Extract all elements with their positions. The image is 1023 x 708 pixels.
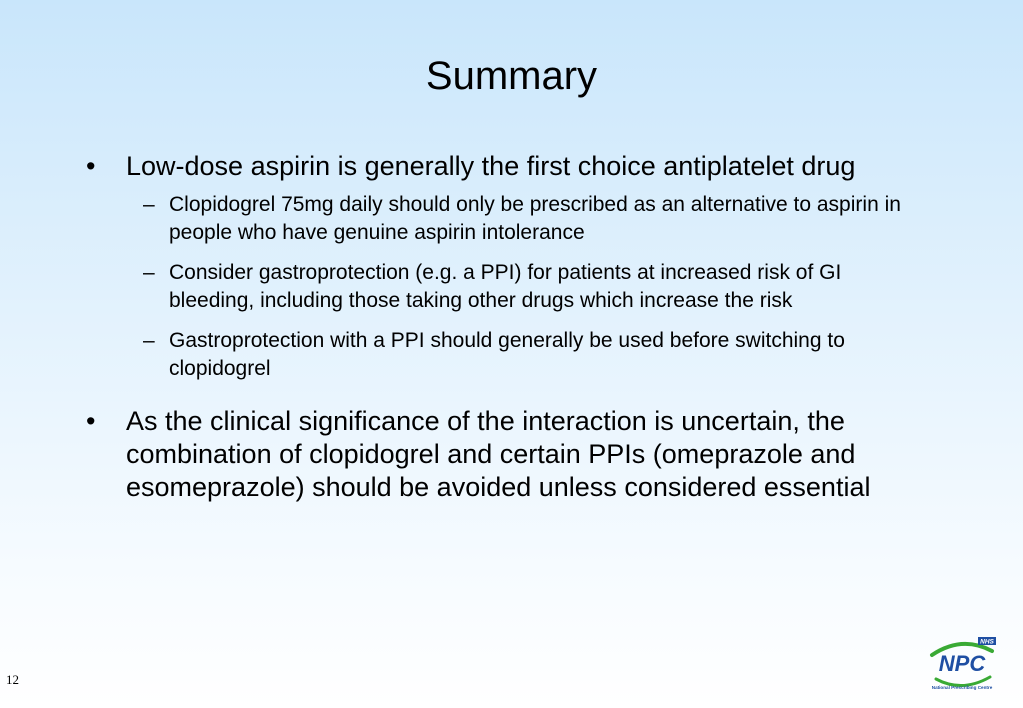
sub-bullet-list <box>126 191 964 383</box>
nhs-badge-text: NHS <box>980 638 994 646</box>
sub-bullet-item <box>129 191 924 247</box>
sub-bullet-item <box>129 327 924 383</box>
slide-number: 12 <box>6 672 19 687</box>
sub-bullet-marker: – <box>143 329 155 352</box>
sub-bullet-marker: – <box>143 193 155 216</box>
npc-caption: National Prescribing Centre <box>931 685 993 690</box>
sub-bullet-text: Consider gastroprotection (e.g. a PPI) for patients at increased risk of GI bleeding, including those taking other drugs which increase the risk <box>169 261 842 312</box>
bullet-item <box>84 150 964 383</box>
slide-title: Summary <box>425 54 598 98</box>
npc-nhs-logo <box>926 637 998 693</box>
sub-bullet-text: Gastroprotection with a PPI should generally be used before switching to clopidogrel <box>169 329 845 380</box>
npc-wordmark: NPC <box>938 651 986 676</box>
bullet-marker: • <box>86 406 96 436</box>
bullet-text: As the clinical significance of the interaction is uncertain, the combination of clopidogrel and certain PPIs (omeprazole and esomeprazole) should be avoided unless considered essential <box>126 406 871 502</box>
bullet-text: Low-dose aspirin is generally the first choice antiplatelet drug <box>126 151 856 181</box>
bullet-marker: • <box>86 151 96 181</box>
sub-bullet-item <box>129 259 924 315</box>
bullet-item <box>84 405 964 504</box>
sub-bullet-marker: – <box>143 261 155 284</box>
slide-content <box>84 150 964 504</box>
sub-bullet-text: Clopidogrel 75mg daily should only be prescribed as an alternative to aspirin in people who have genuine aspirin intolerance <box>169 193 901 244</box>
